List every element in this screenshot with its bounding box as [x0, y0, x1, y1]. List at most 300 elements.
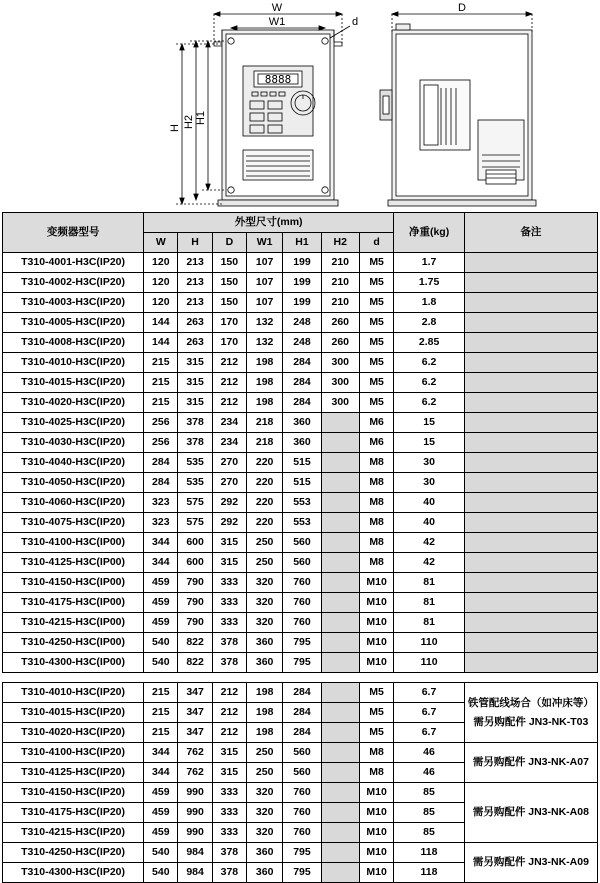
cell-W: 120 — [144, 293, 178, 313]
header-col-H2: H2 — [321, 233, 359, 253]
cell-weight: 40 — [394, 493, 465, 513]
cell-D: 378 — [212, 863, 246, 883]
cell-H: 378 — [178, 433, 212, 453]
cell-H: 600 — [178, 553, 212, 573]
cell-W1: 198 — [247, 723, 283, 743]
cell-D: 212 — [212, 393, 246, 413]
cell-H2 — [321, 433, 359, 453]
cell-weight: 6.2 — [394, 373, 465, 393]
cell-W1: 220 — [247, 473, 283, 493]
cell-H2: 260 — [321, 313, 359, 333]
cell-weight: 6.7 — [394, 703, 465, 723]
cell-d: M8 — [359, 743, 393, 763]
cell-H1: 560 — [283, 743, 321, 763]
cell-W1: 220 — [247, 453, 283, 473]
cell-H: 984 — [178, 863, 212, 883]
cell-D: 315 — [212, 553, 246, 573]
cell-d: M5 — [359, 683, 393, 703]
cell-D: 292 — [212, 493, 246, 513]
dim-label-W: W — [271, 2, 283, 14]
dim-label-W1: W1 — [268, 16, 286, 28]
cell-W1: 360 — [247, 863, 283, 883]
cell-H: 535 — [178, 473, 212, 493]
cell-d: M5 — [359, 703, 393, 723]
cell-model: T310-4005-H3C(IP20) — [3, 313, 144, 333]
cell-W: 256 — [144, 433, 178, 453]
cell-W1: 218 — [247, 433, 283, 453]
cell-model: T310-4215-H3C(IP20) — [3, 823, 144, 843]
table-row — [3, 513, 598, 533]
cell-weight: 118 — [394, 843, 465, 863]
header-col-d: d — [359, 233, 393, 253]
cell-weight: 1.7 — [394, 253, 465, 273]
cell-weight: 81 — [394, 593, 465, 613]
cell-W: 459 — [144, 803, 178, 823]
cell-H2 — [321, 513, 359, 533]
cell-remark — [464, 593, 597, 613]
cell-D: 150 — [212, 253, 246, 273]
cell-H: 213 — [178, 253, 212, 273]
cell-model: T310-4002-H3C(IP20) — [3, 273, 144, 293]
cell-model: T310-4075-H3C(IP20) — [3, 513, 144, 533]
cell-H1: 553 — [283, 513, 321, 533]
cell-H: 315 — [178, 373, 212, 393]
cell-H2 — [321, 573, 359, 593]
cell-D: 315 — [212, 533, 246, 553]
cell-D: 150 — [212, 273, 246, 293]
cell-weight: 42 — [394, 533, 465, 553]
cell-H1: 284 — [283, 373, 321, 393]
cell-W: 284 — [144, 473, 178, 493]
cell-H1: 284 — [283, 683, 321, 703]
cell-H2 — [321, 493, 359, 513]
table-row — [3, 433, 598, 453]
cell-H1: 560 — [283, 553, 321, 573]
cell-D: 333 — [212, 823, 246, 843]
table-row — [3, 613, 598, 633]
table-row — [3, 413, 598, 433]
cell-model: T310-4250-H3C(IP20) — [3, 843, 144, 863]
cell-weight: 118 — [394, 863, 465, 883]
cell-remark: 需另购配件 JN3-NK-A07 — [464, 743, 597, 783]
cell-remark — [464, 653, 597, 673]
cell-W1: 107 — [247, 293, 283, 313]
table-row — [3, 293, 598, 313]
cell-model: T310-4015-H3C(IP20) — [3, 703, 144, 723]
cell-H1: 284 — [283, 703, 321, 723]
cell-W1: 250 — [247, 553, 283, 573]
cell-d: M5 — [359, 333, 393, 353]
cell-W1: 218 — [247, 413, 283, 433]
cell-H1: 760 — [283, 823, 321, 843]
cell-H1: 795 — [283, 633, 321, 653]
dim-label-D: D — [458, 2, 466, 14]
cell-W: 459 — [144, 783, 178, 803]
cell-weight: 6.7 — [394, 683, 465, 703]
cell-D: 333 — [212, 613, 246, 633]
table-row — [3, 653, 598, 673]
cell-d: M5 — [359, 253, 393, 273]
cell-W1: 250 — [247, 763, 283, 783]
cell-H1: 760 — [283, 613, 321, 633]
cell-H2 — [321, 723, 359, 743]
cell-H: 378 — [178, 413, 212, 433]
header-weight: 净重(kg) — [394, 213, 465, 253]
table-row — [3, 593, 598, 613]
cell-H2 — [321, 633, 359, 653]
cell-W: 323 — [144, 493, 178, 513]
cell-d: M8 — [359, 513, 393, 533]
cell-model: T310-4020-H3C(IP20) — [3, 393, 144, 413]
cell-weight: 46 — [394, 743, 465, 763]
cell-H1: 360 — [283, 413, 321, 433]
cell-W1: 198 — [247, 393, 283, 413]
cell-D: 234 — [212, 413, 246, 433]
cell-W1: 250 — [247, 743, 283, 763]
cell-H: 347 — [178, 683, 212, 703]
cell-W1: 320 — [247, 573, 283, 593]
cell-model: T310-4001-H3C(IP20) — [3, 253, 144, 273]
cell-d: M6 — [359, 413, 393, 433]
cell-remark — [464, 253, 597, 273]
cell-D: 333 — [212, 573, 246, 593]
cell-model: T310-4300-H3C(IP00) — [3, 653, 144, 673]
cell-H1: 360 — [283, 433, 321, 453]
cell-model: T310-4150-H3C(IP00) — [3, 573, 144, 593]
cell-W1: 320 — [247, 613, 283, 633]
cell-remark — [464, 473, 597, 493]
cell-W: 459 — [144, 573, 178, 593]
cell-H: 213 — [178, 273, 212, 293]
cell-W1: 250 — [247, 533, 283, 553]
cell-model: T310-4015-H3C(IP20) — [3, 373, 144, 393]
cell-W: 540 — [144, 843, 178, 863]
cell-H: 600 — [178, 533, 212, 553]
cell-H2 — [321, 473, 359, 493]
cell-H1: 760 — [283, 593, 321, 613]
cell-D: 333 — [212, 803, 246, 823]
cell-d: M5 — [359, 723, 393, 743]
cell-weight: 81 — [394, 613, 465, 633]
cell-H2 — [321, 533, 359, 553]
cell-W: 256 — [144, 413, 178, 433]
cell-weight: 40 — [394, 513, 465, 533]
dim-label-H2: H2 — [183, 114, 195, 130]
cell-H1: 284 — [283, 353, 321, 373]
cell-H2 — [321, 553, 359, 573]
cell-D: 292 — [212, 513, 246, 533]
cell-W1: 132 — [247, 313, 283, 333]
cell-remark — [464, 373, 597, 393]
cell-remark — [464, 273, 597, 293]
cell-weight: 110 — [394, 633, 465, 653]
cell-model: T310-4010-H3C(IP20) — [3, 353, 144, 373]
cell-weight: 30 — [394, 473, 465, 493]
table-row — [3, 493, 598, 513]
cell-W1: 198 — [247, 683, 283, 703]
cell-H2 — [321, 703, 359, 723]
cell-model: T310-4060-H3C(IP20) — [3, 493, 144, 513]
table-row — [3, 743, 598, 763]
cell-D: 212 — [212, 703, 246, 723]
cell-model: T310-4008-H3C(IP20) — [3, 333, 144, 353]
cell-remark — [464, 433, 597, 453]
keypad-display-text: 8888 — [264, 73, 292, 86]
cell-d: M10 — [359, 803, 393, 823]
table-row — [3, 783, 598, 803]
cell-H1: 795 — [283, 843, 321, 863]
cell-D: 270 — [212, 453, 246, 473]
cell-H2 — [321, 593, 359, 613]
cell-W: 120 — [144, 253, 178, 273]
cell-W1: 198 — [247, 703, 283, 723]
cell-H: 990 — [178, 823, 212, 843]
cell-remark — [464, 293, 597, 313]
cell-W: 540 — [144, 653, 178, 673]
cell-D: 315 — [212, 743, 246, 763]
cell-H1: 515 — [283, 473, 321, 493]
cell-H: 535 — [178, 453, 212, 473]
cell-H1: 795 — [283, 863, 321, 883]
cell-H: 990 — [178, 783, 212, 803]
cell-H2 — [321, 843, 359, 863]
cell-remark: 需另购配件 JN3-NK-A08 — [464, 783, 597, 843]
header-remark: 备注 — [464, 213, 597, 253]
cell-remark — [464, 393, 597, 413]
cell-weight: 85 — [394, 823, 465, 843]
cell-W1: 198 — [247, 373, 283, 393]
cell-W: 215 — [144, 373, 178, 393]
cell-model: T310-4010-H3C(IP20) — [3, 683, 144, 703]
table-row — [3, 683, 598, 703]
cell-d: M8 — [359, 493, 393, 513]
table-row — [3, 633, 598, 653]
cell-H: 790 — [178, 613, 212, 633]
cell-H: 790 — [178, 593, 212, 613]
cell-H: 762 — [178, 763, 212, 783]
spec-table — [2, 212, 598, 673]
cell-H2: 210 — [321, 273, 359, 293]
header-dimension-group: 外型尺寸(mm) — [144, 213, 394, 233]
cell-model: T310-4020-H3C(IP20) — [3, 723, 144, 743]
cell-H2 — [321, 803, 359, 823]
cell-D: 333 — [212, 593, 246, 613]
cell-W1: 360 — [247, 843, 283, 863]
header-col-H: H — [178, 233, 212, 253]
cell-H: 347 — [178, 703, 212, 723]
cell-W1: 320 — [247, 823, 283, 843]
cell-W: 120 — [144, 273, 178, 293]
cell-H2: 300 — [321, 373, 359, 393]
cell-d: M5 — [359, 293, 393, 313]
table-row — [3, 553, 598, 573]
cell-H2: 260 — [321, 333, 359, 353]
table-row — [3, 453, 598, 473]
cell-model: T310-4100-H3C(IP00) — [3, 533, 144, 553]
cell-d: M8 — [359, 473, 393, 493]
cell-H2 — [321, 823, 359, 843]
cell-H1: 199 — [283, 293, 321, 313]
table-row — [3, 393, 598, 413]
cell-model: T310-4125-H3C(IP20) — [3, 763, 144, 783]
cell-W: 540 — [144, 863, 178, 883]
cell-D: 170 — [212, 313, 246, 333]
dimension-drawing — [0, 0, 600, 212]
cell-H2 — [321, 613, 359, 633]
cell-H: 347 — [178, 723, 212, 743]
cell-d: M10 — [359, 573, 393, 593]
cell-d: M10 — [359, 613, 393, 633]
cell-weight: 85 — [394, 803, 465, 823]
cell-weight: 15 — [394, 433, 465, 453]
cell-H1: 248 — [283, 313, 321, 333]
cell-H1: 560 — [283, 763, 321, 783]
cell-W1: 198 — [247, 353, 283, 373]
cell-remark — [464, 313, 597, 333]
cell-W1: 360 — [247, 653, 283, 673]
cell-W: 459 — [144, 823, 178, 843]
cell-remark — [464, 353, 597, 373]
cell-weight: 30 — [394, 453, 465, 473]
cell-d: M10 — [359, 783, 393, 803]
cell-H2: 210 — [321, 293, 359, 313]
cell-W: 344 — [144, 533, 178, 553]
cell-d: M5 — [359, 393, 393, 413]
table-row — [3, 373, 598, 393]
cell-D: 378 — [212, 653, 246, 673]
cell-remark — [464, 413, 597, 433]
cell-model: T310-4040-H3C(IP20) — [3, 453, 144, 473]
cell-W1: 320 — [247, 783, 283, 803]
cell-model: T310-4003-H3C(IP20) — [3, 293, 144, 313]
header-col-W1: W1 — [247, 233, 283, 253]
table-row — [3, 573, 598, 593]
header-col-W: W — [144, 233, 178, 253]
cell-weight: 46 — [394, 763, 465, 783]
cell-W: 344 — [144, 743, 178, 763]
cell-D: 150 — [212, 293, 246, 313]
table-row — [3, 313, 598, 333]
cell-H2 — [321, 763, 359, 783]
cell-weight: 2.85 — [394, 333, 465, 353]
cell-model: T310-4175-H3C(IP20) — [3, 803, 144, 823]
table-row — [3, 253, 598, 273]
cell-d: M8 — [359, 763, 393, 783]
header-col-H1: H1 — [283, 233, 321, 253]
cell-d: M5 — [359, 313, 393, 333]
cell-d: M10 — [359, 863, 393, 883]
cell-W: 144 — [144, 333, 178, 353]
cell-H: 762 — [178, 743, 212, 763]
cell-H1: 199 — [283, 253, 321, 273]
cell-W: 215 — [144, 353, 178, 373]
cell-D: 212 — [212, 353, 246, 373]
cell-model: T310-4030-H3C(IP20) — [3, 433, 144, 453]
cell-weight: 1.8 — [394, 293, 465, 313]
table-row — [3, 333, 598, 353]
cell-H1: 284 — [283, 723, 321, 743]
cell-W: 215 — [144, 393, 178, 413]
cell-d: M6 — [359, 433, 393, 453]
cell-weight: 42 — [394, 553, 465, 573]
cell-H2 — [321, 653, 359, 673]
cell-weight: 2.8 — [394, 313, 465, 333]
cell-H1: 199 — [283, 273, 321, 293]
cell-W1: 107 — [247, 253, 283, 273]
cell-H2 — [321, 863, 359, 883]
cell-remark — [464, 333, 597, 353]
cell-W1: 107 — [247, 273, 283, 293]
cell-W: 215 — [144, 683, 178, 703]
cell-D: 378 — [212, 633, 246, 653]
cell-W: 284 — [144, 453, 178, 473]
cell-model: T310-4050-H3C(IP20) — [3, 473, 144, 493]
cell-W1: 220 — [247, 493, 283, 513]
cell-H1: 760 — [283, 783, 321, 803]
cell-remark — [464, 573, 597, 593]
cell-D: 333 — [212, 783, 246, 803]
cell-W1: 220 — [247, 513, 283, 533]
dim-label-H1: H1 — [195, 110, 207, 126]
cell-remark — [464, 633, 597, 653]
table-row — [3, 533, 598, 553]
cell-W: 540 — [144, 633, 178, 653]
dim-label-H: H — [169, 124, 181, 132]
cell-H: 213 — [178, 293, 212, 313]
cell-H: 575 — [178, 493, 212, 513]
cell-D: 170 — [212, 333, 246, 353]
cell-W: 344 — [144, 763, 178, 783]
cell-weight: 1.75 — [394, 273, 465, 293]
cell-H2 — [321, 683, 359, 703]
cell-model: T310-4100-H3C(IP20) — [3, 743, 144, 763]
cell-H: 790 — [178, 573, 212, 593]
cell-H: 575 — [178, 513, 212, 533]
cell-D: 212 — [212, 683, 246, 703]
cell-H: 990 — [178, 803, 212, 823]
spec-table-optional — [2, 682, 598, 883]
cell-D: 212 — [212, 373, 246, 393]
cell-W1: 320 — [247, 593, 283, 613]
cell-W: 344 — [144, 553, 178, 573]
cell-H: 822 — [178, 633, 212, 653]
cell-remark — [464, 453, 597, 473]
cell-H: 263 — [178, 333, 212, 353]
cell-d: M10 — [359, 593, 393, 613]
drawing-svg — [0, 0, 600, 212]
cell-weight: 110 — [394, 653, 465, 673]
cell-D: 315 — [212, 763, 246, 783]
table-row — [3, 473, 598, 493]
cell-weight: 6.2 — [394, 353, 465, 373]
cell-H2: 210 — [321, 253, 359, 273]
cell-remark — [464, 553, 597, 573]
cell-H2 — [321, 413, 359, 433]
cell-remark — [464, 533, 597, 553]
cell-d: M5 — [359, 373, 393, 393]
cell-H2: 300 — [321, 353, 359, 373]
cell-remark — [464, 493, 597, 513]
cell-D: 212 — [212, 723, 246, 743]
cell-D: 234 — [212, 433, 246, 453]
cell-H: 822 — [178, 653, 212, 673]
cell-weight: 15 — [394, 413, 465, 433]
table-row — [3, 353, 598, 373]
cell-H1: 760 — [283, 803, 321, 823]
cell-model: T310-4125-H3C(IP00) — [3, 553, 144, 573]
cell-d: M5 — [359, 353, 393, 373]
cell-model: T310-4300-H3C(IP20) — [3, 863, 144, 883]
